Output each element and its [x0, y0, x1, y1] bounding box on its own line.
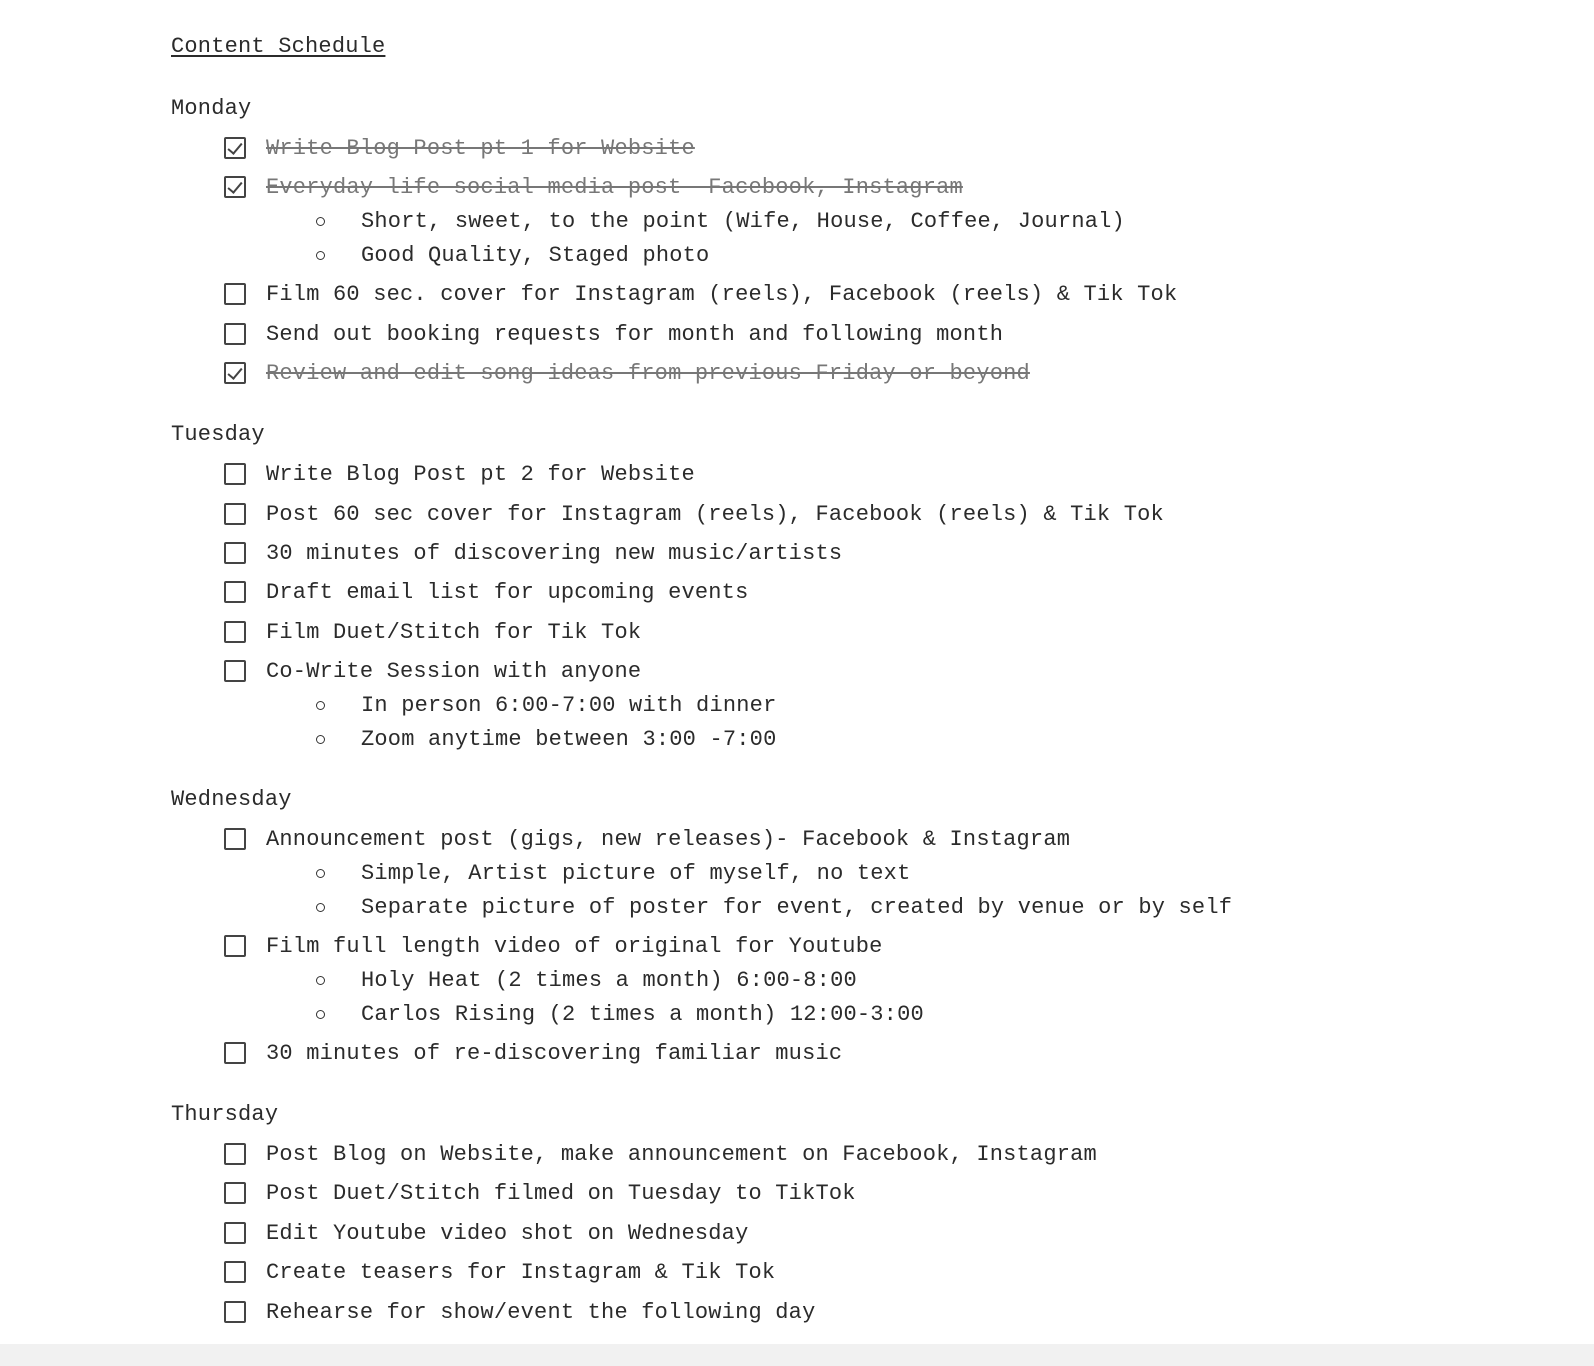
- task-item[interactable]: [224, 1298, 816, 1326]
- sub-bullet-item: [316, 1000, 924, 1028]
- task-label: Everyday life social media post- Facebook, Instagram: [266, 174, 963, 200]
- checkbox-unchecked[interactable]: [224, 1042, 246, 1064]
- sub-bullet-item: [316, 966, 857, 994]
- checkbox-unchecked[interactable]: [224, 323, 246, 345]
- sub-bullet-label: Carlos Rising (2 times a month) 12:00-3:00: [361, 1001, 924, 1027]
- task-item[interactable]: [224, 932, 883, 960]
- sub-bullet-label: Short, sweet, to the point (Wife, House, Coffee, Journal): [361, 208, 1125, 234]
- task-item[interactable]: [224, 320, 1003, 348]
- page-bottom-edge: [0, 1344, 1594, 1366]
- task-item[interactable]: [224, 280, 1177, 308]
- task-item[interactable]: [224, 539, 842, 567]
- hollow-bullet-icon: [316, 735, 325, 744]
- task-label: Film full length video of original for Youtube: [266, 933, 883, 959]
- checkbox-unchecked[interactable]: [224, 581, 246, 603]
- sub-bullet-label: Good Quality, Staged photo: [361, 242, 710, 268]
- sub-bullet-item: [316, 859, 911, 887]
- checkbox-checked[interactable]: [224, 362, 246, 384]
- task-label: Rehearse for show/event the following day: [266, 1299, 816, 1325]
- task-label: 30 minutes of discovering new music/artists: [266, 540, 843, 566]
- task-item[interactable]: [224, 173, 963, 201]
- task-item[interactable]: [224, 359, 1030, 387]
- sub-bullet-item: [316, 207, 1125, 235]
- task-label: Create teasers for Instagram & Tik Tok: [266, 1259, 776, 1285]
- hollow-bullet-icon: [316, 701, 325, 710]
- task-item[interactable]: [224, 578, 748, 606]
- task-label: Post Duet/Stitch filmed on Tuesday to TikTok: [266, 1180, 856, 1206]
- sub-bullet-item: [316, 893, 1232, 921]
- task-item[interactable]: [224, 1258, 775, 1286]
- hollow-bullet-icon: [316, 1010, 325, 1019]
- checkbox-unchecked[interactable]: [224, 1301, 246, 1323]
- task-item[interactable]: [224, 134, 695, 162]
- checkbox-unchecked[interactable]: [224, 660, 246, 682]
- checkbox-checked[interactable]: [224, 137, 246, 159]
- task-item[interactable]: [224, 1179, 856, 1207]
- task-label: Edit Youtube video shot on Wednesday: [266, 1220, 749, 1246]
- task-label: Post Blog on Website, make announcement on Facebook, Instagram: [266, 1141, 1097, 1167]
- checkbox-unchecked[interactable]: [224, 1261, 246, 1283]
- day-heading-thursday: Thursday: [171, 1102, 279, 1127]
- sub-bullet-item: [316, 725, 776, 753]
- checkbox-unchecked[interactable]: [224, 621, 246, 643]
- sub-bullet-label: Simple, Artist picture of myself, no text: [361, 860, 911, 886]
- task-item[interactable]: [224, 657, 641, 685]
- checkbox-checked[interactable]: [224, 176, 246, 198]
- sub-bullet-label: Separate picture of poster for event, created by venue or by self: [361, 894, 1233, 920]
- task-item[interactable]: [224, 825, 1070, 853]
- day-heading-tuesday: Tuesday: [171, 422, 265, 447]
- checkbox-unchecked[interactable]: [224, 1143, 246, 1165]
- day-heading-monday: Monday: [171, 96, 252, 121]
- day-heading-wednesday: Wednesday: [171, 787, 292, 812]
- checkbox-unchecked[interactable]: [224, 1182, 246, 1204]
- task-label: Draft email list for upcoming events: [266, 579, 749, 605]
- task-label: Write Blog Post pt 1 for Website: [266, 135, 695, 161]
- sub-bullet-label: In person 6:00-7:00 with dinner: [361, 692, 777, 718]
- task-item[interactable]: [224, 618, 641, 646]
- task-label: 30 minutes of re-discovering familiar music: [266, 1040, 843, 1066]
- checkbox-unchecked[interactable]: [224, 1222, 246, 1244]
- hollow-bullet-icon: [316, 869, 325, 878]
- task-item[interactable]: [224, 460, 695, 488]
- task-item[interactable]: [224, 500, 1164, 528]
- hollow-bullet-icon: [316, 217, 325, 226]
- checkbox-unchecked[interactable]: [224, 463, 246, 485]
- task-item[interactable]: [224, 1140, 1097, 1168]
- sub-bullet-label: Zoom anytime between 3:00 -7:00: [361, 726, 777, 752]
- task-label: Send out booking requests for month and following month: [266, 321, 1004, 347]
- task-label: Film Duet/Stitch for Tik Tok: [266, 619, 642, 645]
- hollow-bullet-icon: [316, 251, 325, 260]
- task-item[interactable]: [224, 1039, 842, 1067]
- checkbox-unchecked[interactable]: [224, 503, 246, 525]
- document-title: Content Schedule: [171, 34, 386, 59]
- task-label: Film 60 sec. cover for Instagram (reels), Facebook (reels) & Tik Tok: [266, 281, 1178, 307]
- sub-bullet-label: Holy Heat (2 times a month) 6:00-8:00: [361, 967, 857, 993]
- checkbox-unchecked[interactable]: [224, 542, 246, 564]
- task-label: Write Blog Post pt 2 for Website: [266, 461, 695, 487]
- hollow-bullet-icon: [316, 903, 325, 912]
- checkbox-unchecked[interactable]: [224, 828, 246, 850]
- task-label: Post 60 sec cover for Instagram (reels), Facebook (reels) & Tik Tok: [266, 501, 1164, 527]
- task-label: Co-Write Session with anyone: [266, 658, 642, 684]
- task-label: Review and edit song ideas from previous Friday or beyond: [266, 360, 1030, 386]
- checkbox-unchecked[interactable]: [224, 935, 246, 957]
- sub-bullet-item: [316, 691, 776, 719]
- checkbox-unchecked[interactable]: [224, 283, 246, 305]
- hollow-bullet-icon: [316, 976, 325, 985]
- sub-bullet-item: [316, 241, 709, 269]
- task-label: Announcement post (gigs, new releases)- Facebook & Instagram: [266, 826, 1071, 852]
- task-item[interactable]: [224, 1219, 748, 1247]
